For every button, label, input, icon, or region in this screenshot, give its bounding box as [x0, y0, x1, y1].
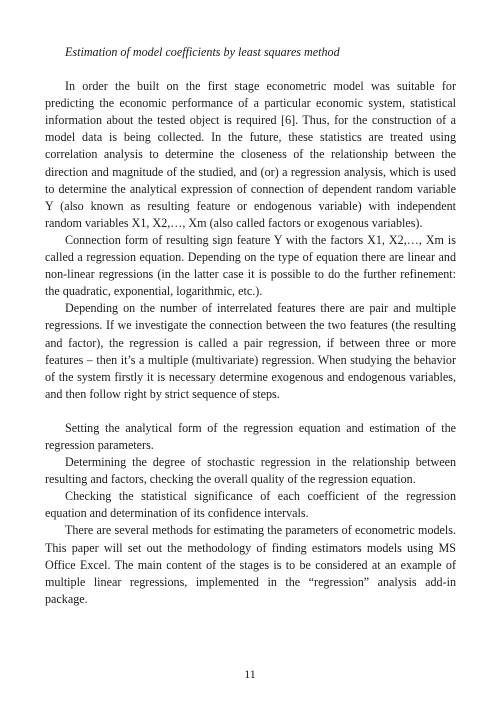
paragraph-step-2: Determining the degree of stochastic regression in the relationship between resulting and factors, checking the overall quality of the regression equation.	[45, 455, 456, 487]
section-title: Estimation of model coefficients by least squares method	[65, 45, 340, 59]
paragraph-step-3: Checking the statistical significance of each coefficient of the regression equation and determination of its confidence intervals.	[45, 489, 456, 521]
paragraph-intro: In order the built on the first stage econometric model was suitable for predicting the economic performance of a particular economic system, statistical information about the tested object is required [6]. Thus, for the construction of a model data is being collected. In the future, these statistics are treated using correlation analysis to determine the closeness of the relationship between the direction and magnitude of the studied, and (or) a regression analysis, which is used to determine the analytical expression of connection of dependent random variable Y (also known as resulting feature or endogenous variable) with independent random variables X1, X2,…, Xm (also called factors or exogenous variables).	[45, 79, 456, 230]
paragraph-step-1: Setting the analytical form of the regression equation and estimation of the regression parameters.	[45, 420, 456, 452]
page-number: 11	[244, 667, 256, 681]
paragraph-regression-equation: Connection form of resulting sign feature Y with the factors X1, X2,…, Xm is called a regression equation. Depending on the type of equation there are linear and non-linear regressions (in the latter case it is possible to do the further refinement: the quadratic, exponential, logarithmic, etc.).	[45, 232, 456, 299]
paragraph-pair-multiple: Depending on the number of interrelated features there are pair and multiple regressions. If we investigate the connection between the two features (the resulting and factor), the regression is called a pair regression, if between three or more features – then it’s a multiple (multivariate) regression. When studying the behavior of the system firstly it is necessary determine exogenous and endogenous variables, and then follow right by strict sequence of steps.	[45, 301, 456, 401]
paragraph-gap	[45, 403, 456, 420]
paragraph-methods: There are several methods for estimating the parameters of econometric models. This paper will set out the methodology of finding estimators models using MS Office Excel. The main content of the stages is to be considered at an example of multiple linear regressions, implemented in the “regression” analysis add-in package.	[45, 523, 456, 606]
